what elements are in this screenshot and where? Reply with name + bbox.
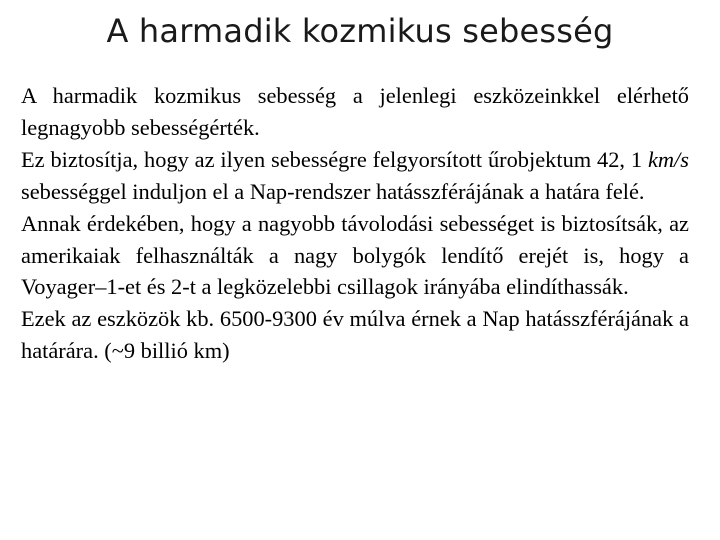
slide-body: [21, 80, 689, 367]
slide-title: A harmadik kozmikus sebesség: [106, 12, 614, 50]
paragraph-2-text-after: sebességgel induljon el a Nap-rendszer hatásszférájának a határa felé.: [21, 178, 645, 204]
paragraph-4: Ezek az eszközök kb. 6500-9300 év múlva érnek a Nap hatásszférájának a határára. (~9 billió km): [21, 306, 689, 364]
paragraph-2: [21, 144, 689, 208]
velocity-unit: km/s: [647, 146, 689, 172]
paragraph-1: A harmadik kozmikus sebesség a jelenlegi eszközeinkkel elérhető legnagyobb sebességérték.: [21, 83, 689, 140]
paragraph-3: Annak érdekében, hogy a nagyobb távolodási sebességet is biztosítsák, az amerikaiak felhasználták a nagy bolygók lendítő erejét is, hogy a Voyager–1-et és 2-t a legközelebbi csillagok irányába elindíthassák.: [21, 210, 689, 300]
paragraph-2-text-before: Ez biztosítja, hogy az ilyen sebességre felgyorsított űrobjektum 42, 1: [21, 146, 648, 172]
